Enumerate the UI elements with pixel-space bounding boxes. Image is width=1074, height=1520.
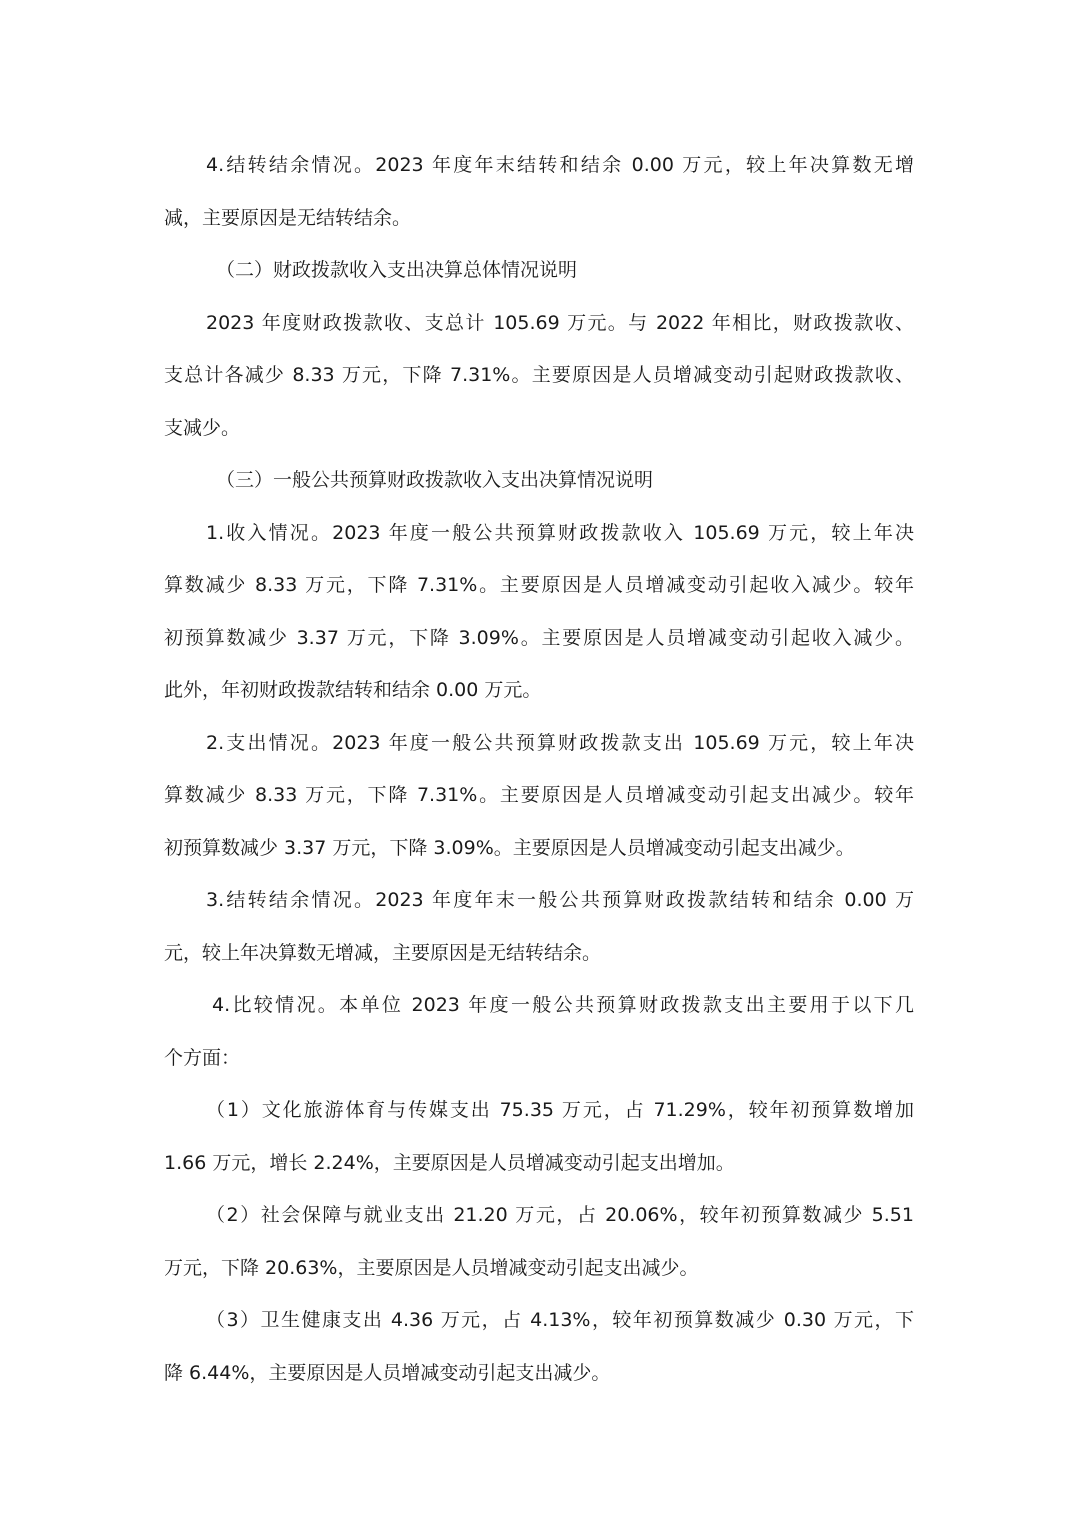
list-item-line: 1.66 万元，增长 2.24%，主要原因是人员增减变动引起支出增加。 (164, 1151, 735, 1174)
section-heading: （三）一般公共预算财政拨款收入支出决算情况说明 (216, 469, 654, 491)
paragraph-line: 支总计各减少 8.33 万元，下降 7.31%。主要原因是人员增减变动引起财政拨款收、 (164, 364, 914, 386)
paragraph-line: 初预算数减少 3.37 万元，下降 3.09%。主要原因是人员增减变动引起收入减少。 (164, 626, 914, 649)
list-item-line: 万元，下降 20.63%，主要原因是人员增减变动引起支出减少。 (164, 1256, 699, 1279)
paragraph-line: 4.比较情况。本单位 2023 年度一般公共预算财政拨款支出主要用于以下几 (212, 994, 914, 1016)
paragraph-line: 初预算数减少 3.37 万元，下降 3.09%。主要原因是人员增减变动引起支出减少。 (164, 836, 855, 859)
paragraph-line: 元，较上年决算数无增减，主要原因是无结转结余。 (164, 941, 602, 964)
paragraph-line: 算数减少 8.33 万元，下降 7.31%。主要原因是人员增减变动引起收入减少。较年 (164, 574, 914, 596)
paragraph-line: 算数减少 8.33 万元，下降 7.31%。主要原因是人员增减变动引起支出减少。较年 (164, 784, 914, 806)
list-item-line: （3）卫生健康支出 4.36 万元，占 4.13%，较年初预算数减少 0.30 万元，下 (206, 1309, 914, 1331)
section-heading: （二）财政拨款收入支出决算总体情况说明 (216, 259, 578, 281)
paragraph-line: 3.结转结余情况。2023 年度年末一般公共预算财政拨款结转和结余 0.00 万 (206, 889, 914, 911)
paragraph-line: 此外，年初财政拨款结转和结余 0.00 万元。 (164, 679, 542, 701)
paragraph-line: 支减少。 (164, 416, 241, 439)
document-body (164, 139, 914, 1399)
paragraph-line: 个方面： (164, 1046, 241, 1069)
paragraph-line: 2023 年度财政拨款收、支总计 105.69 万元。与 2022 年相比，财政拨款收、 (206, 311, 914, 334)
list-item-line: 降 6.44%，主要原因是人员增减变动引起支出减少。 (164, 1361, 611, 1384)
paragraph-line: 减，主要原因是无结转结余。 (164, 206, 412, 229)
list-item-line: （1）文化旅游体育与传媒支出 75.35 万元，占 71.29%，较年初预算数增加 (206, 1099, 914, 1121)
paragraph-line: 2.支出情况。2023 年度一般公共预算财政拨款支出 105.69 万元，较上年决 (206, 731, 914, 754)
paragraph-line: 4.结转结余情况。2023 年度年末结转和结余 0.00 万元，较上年决算数无增 (206, 154, 914, 176)
paragraph-line: 1.收入情况。2023 年度一般公共预算财政拨款收入 105.69 万元，较上年决 (206, 521, 914, 544)
list-item-line: （2）社会保障与就业支出 21.20 万元，占 20.06%，较年初预算数减少 5.51 (206, 1204, 914, 1226)
